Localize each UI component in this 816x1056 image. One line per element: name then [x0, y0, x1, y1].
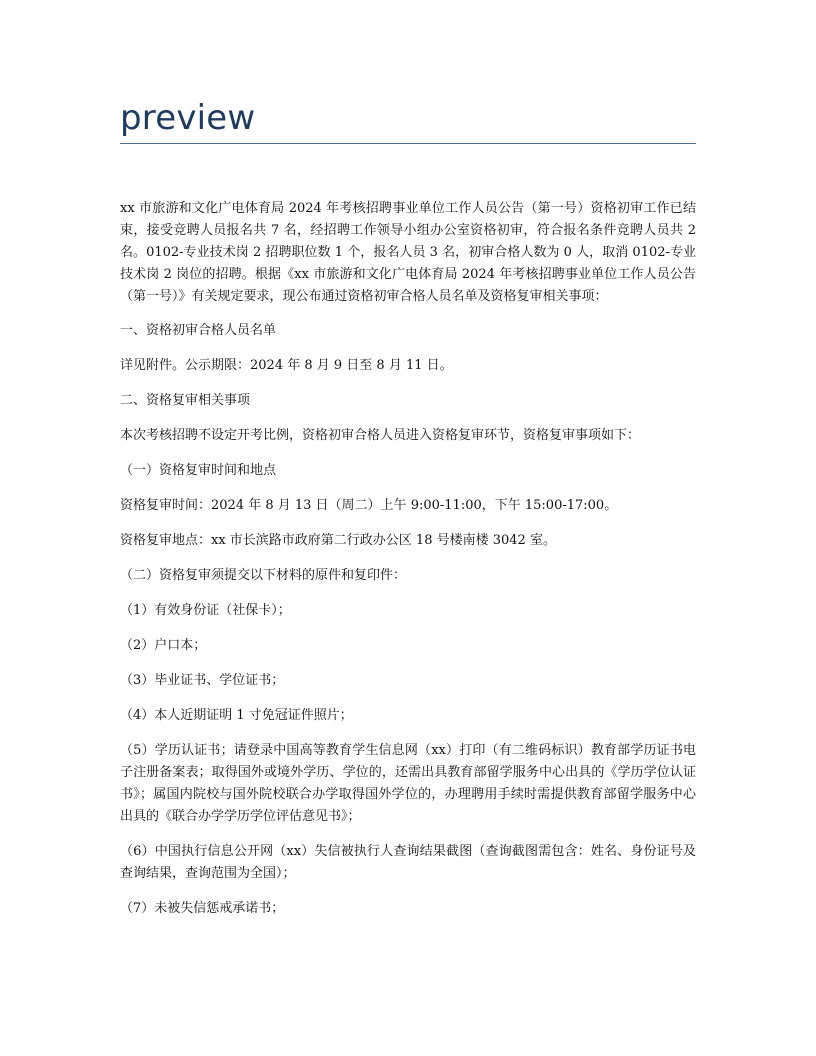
list-item: （5）学历认证书；请登录中国高等教育学生信息网（xx）打印（有二维码标识）教育部学历证书电子注册备案表；取得国外或境外学历、学位的，还需出具教育部留学服务中心出具的《学历学位认证书》；属国内院校与国外院校联合办学取得国外学位的，办理聘用手续时需提供教育部留学服务中心出具的《联合办学学历学位评估意见书》； [120, 743, 696, 824]
body-paragraph: 资格复审地点：xx 市长滨路市政府第二行政办公区 18 号楼南楼 3042 室。 [120, 533, 556, 548]
document-body [120, 198, 696, 933]
list-item: （4）本人近期证明 1 寸免冠证件照片； [120, 708, 353, 723]
title-divider [120, 143, 696, 144]
list-item: （1）有效身份证（社保卡）； [120, 603, 291, 618]
list-item: （6）中国执行信息公开网（xx）失信被执行人查询结果截图（查询截图需包含：姓名、身份证号及查询结果，查询范围为全国）； [120, 844, 696, 881]
document-title: preview [120, 98, 256, 138]
section-heading: 二、资格复审相关事项 [120, 393, 251, 408]
list-item: （2）户口本； [120, 638, 207, 653]
section-heading: 一、资格初审合格人员名单 [120, 323, 277, 338]
body-paragraph: 本次考核招聘不设定开考比例，资格初审合格人员进入资格复审环节，资格复审事项如下： [120, 428, 641, 443]
subsection-heading: （二）资格复审须提交以下材料的原件和复印件： [120, 568, 407, 583]
body-paragraph: 资格复审时间：2024 年 8 月 13 日（周二）上午 9:00-11:00，下午 15:00-17:00。 [120, 498, 618, 513]
intro-paragraph: xx 市旅游和文化广电体育局 2024 年考核招聘事业单位工作人员公告（第一号）资格初审工作已结束，接受竞聘人员报名共 7 名，经招聘工作领导小组办公室资格初审，符合报名条件竞聘人员共 2 名。0102-专业技术岗 2 招聘职位数 1 个，报名人员 3 名，初审合格人数为 0 人，取消 0102-专业技术岗 2 岗位的招聘。根据《xx 市旅游和文化广电体育局 2024 年考核招聘事业单位工作人员公告（第一号）》有关规定要求，现公布通过资格初审合格人员名单及资格复审相关事项： [120, 201, 696, 304]
body-paragraph: 详见附件。公示期限：2024 年 8 月 9 日至 8 月 11 日。 [120, 358, 453, 373]
list-item: （3）毕业证书、学位证书； [120, 673, 285, 688]
subsection-heading: （一）资格复审时间和地点 [120, 463, 277, 478]
list-item: （7）未被失信惩戒承诺书； [120, 901, 285, 916]
